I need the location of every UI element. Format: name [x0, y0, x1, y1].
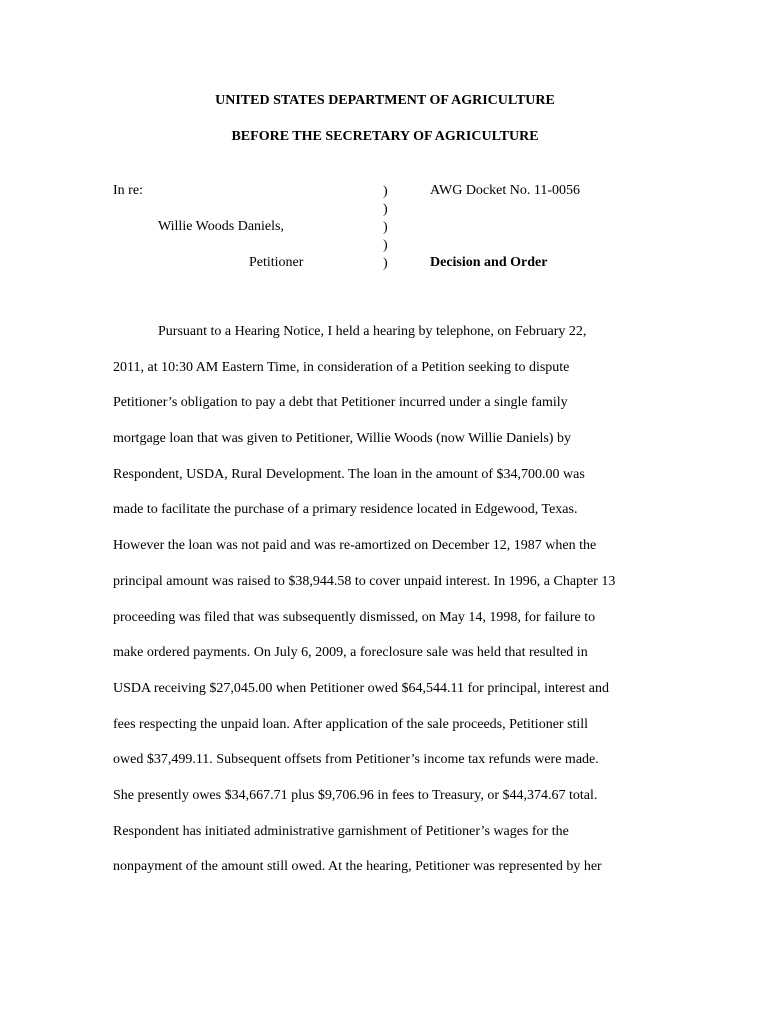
caption-paren: ) — [383, 220, 388, 235]
document-title: Decision and Order — [430, 255, 548, 270]
body-line: USDA receiving $27,045.00 when Petitioner owed $64,544.11 for principal, interest and — [113, 680, 609, 696]
caption-paren: ) — [383, 184, 388, 199]
caption-paren: ) — [383, 238, 388, 253]
body-line: principal amount was raised to $38,944.58 to cover unpaid interest. In 1996, a Chapter 13 — [113, 573, 616, 589]
caption-paren: ) — [383, 256, 388, 271]
decision-body — [113, 321, 658, 892]
body-line: proceeding was filed that was subsequently dismissed, on May 14, 1998, for failure to — [113, 609, 596, 625]
caption-paren: ) — [383, 202, 388, 217]
body-line: fees respecting the unpaid loan. After application of the sale proceeds, Petitioner still — [113, 716, 589, 732]
in-re-label: In re: — [113, 183, 143, 198]
docket-number: AWG Docket No. 11-0056 — [430, 183, 580, 198]
body-line: She presently owes $34,667.71 plus $9,706.96 in fees to Treasury, or $44,374.67 total. — [113, 787, 598, 803]
body-line: Respondent has initiated administrative garnishment of Petitioner’s wages for the — [113, 823, 569, 839]
body-line: made to facilitate the purchase of a primary residence located in Edgewood, Texas. — [113, 502, 578, 518]
body-line: make ordered payments. On July 6, 2009, a foreclosure sale was held that resulted in — [113, 645, 588, 661]
body-line: However the loan was not paid and was re-amortized on December 12, 1987 when the — [113, 538, 597, 554]
party-role: Petitioner — [249, 255, 304, 270]
body-line: nonpayment of the amount still owed. At the hearing, Petitioner was represented by her — [113, 859, 602, 875]
body-line: Pursuant to a Hearing Notice, I held a hearing by telephone, on February 22, — [158, 324, 587, 339]
agency-heading: UNITED STATES DEPARTMENT OF AGRICULTURE — [215, 93, 555, 108]
body-line: Petitioner’s obligation to pay a debt that Petitioner incurred under a single family — [113, 395, 568, 411]
body-line: 2011, at 10:30 AM Eastern Time, in consideration of a Petition seeking to dispute — [113, 359, 570, 375]
party-name: Willie Woods Daniels, — [158, 219, 284, 234]
caption-parens — [383, 183, 388, 273]
tribunal-heading: BEFORE THE SECRETARY OF AGRICULTURE — [231, 129, 539, 144]
body-line: mortgage loan that was given to Petitioner, Willie Woods (now Willie Daniels) by — [113, 431, 571, 447]
body-line: Respondent, USDA, Rural Development. The loan in the amount of $34,700.00 was — [113, 466, 585, 482]
body-line: owed $37,499.11. Subsequent offsets from Petitioner’s income tax refunds were made. — [113, 752, 599, 768]
